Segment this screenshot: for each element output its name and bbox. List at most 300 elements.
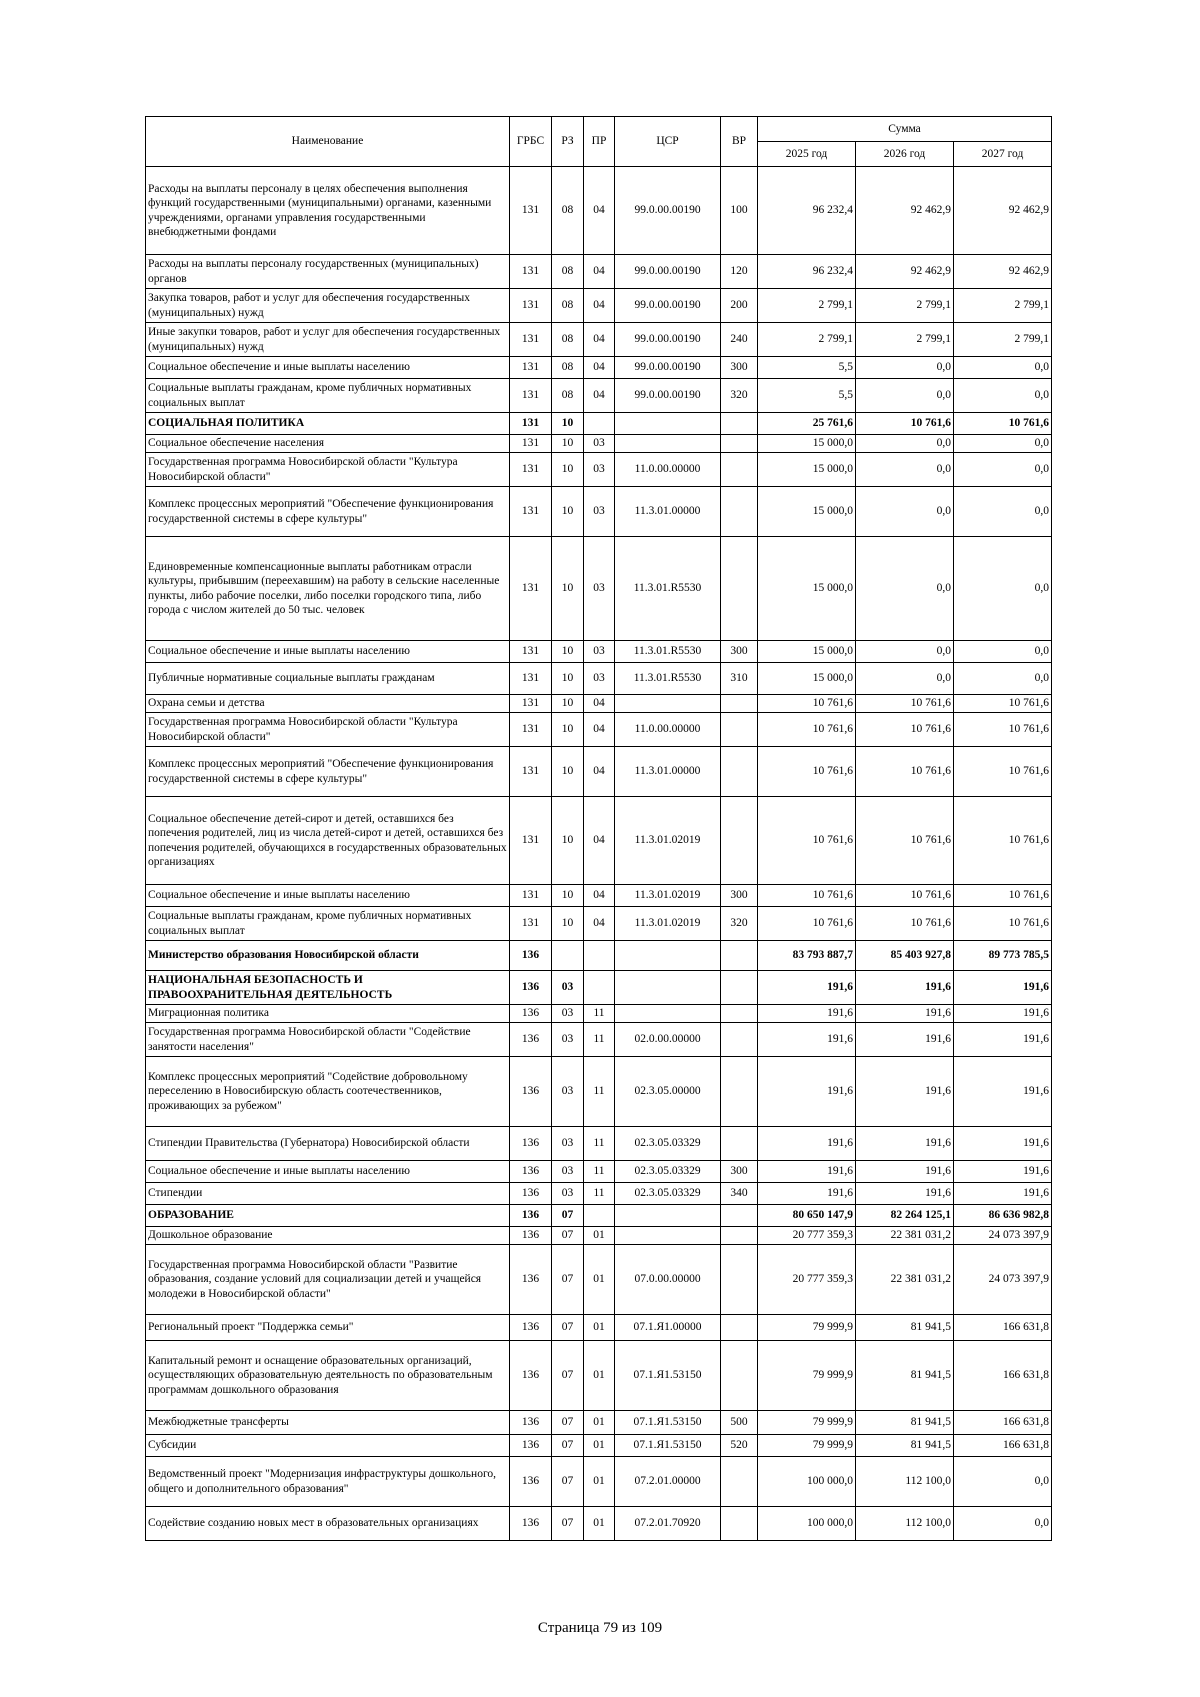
cell-sum-2025: 100 000,0 xyxy=(758,1457,856,1507)
cell-vr: 320 xyxy=(721,379,758,413)
cell-grbs: 136 xyxy=(510,1411,552,1435)
cell-sum-2027: 89 773 785,5 xyxy=(954,941,1052,971)
table-row xyxy=(146,1457,1052,1507)
cell-grbs: 131 xyxy=(510,797,552,885)
cell-sum-2027: 0,0 xyxy=(954,1457,1052,1507)
cell-grbs: 131 xyxy=(510,255,552,289)
cell-name: Иные закупки товаров, работ и услуг для обеспечения государственных (муниципальных) нужд xyxy=(146,323,510,357)
cell-name: Межбюджетные трансферты xyxy=(146,1411,510,1435)
cell-sum-2027: 0,0 xyxy=(954,537,1052,641)
cell-sum-2025: 79 999,9 xyxy=(758,1315,856,1341)
cell-sum-2025: 15 000,0 xyxy=(758,641,856,663)
cell-sum-2025: 15 000,0 xyxy=(758,663,856,695)
cell-pr: 04 xyxy=(584,747,615,797)
cell-vr: 300 xyxy=(721,1161,758,1183)
cell-name: Стипендии xyxy=(146,1183,510,1205)
cell-grbs: 131 xyxy=(510,885,552,907)
cell-sum-2027: 10 761,6 xyxy=(954,907,1052,941)
cell-vr xyxy=(721,1005,758,1023)
cell-rz: 10 xyxy=(552,797,584,885)
cell-csr: 11.3.01.R5530 xyxy=(615,641,721,663)
cell-sum-2025: 191,6 xyxy=(758,1023,856,1057)
header-year-2026: 2026 год xyxy=(856,142,954,167)
cell-vr: 520 xyxy=(721,1435,758,1457)
cell-sum-2027: 10 761,6 xyxy=(954,747,1052,797)
cell-csr: 07.2.01.00000 xyxy=(615,1457,721,1507)
cell-vr xyxy=(721,695,758,713)
cell-sum-2027: 0,0 xyxy=(954,641,1052,663)
cell-csr: 99.0.00.00190 xyxy=(615,379,721,413)
cell-vr xyxy=(721,453,758,487)
cell-rz: 10 xyxy=(552,747,584,797)
table-row xyxy=(146,1507,1052,1541)
cell-grbs: 131 xyxy=(510,413,552,435)
cell-name: Охрана семьи и детства xyxy=(146,695,510,713)
table-row xyxy=(146,885,1052,907)
cell-rz: 03 xyxy=(552,1057,584,1127)
cell-name: Социальное обеспечение детей-сирот и детей, оставшихся без попечения родителей, лиц из числа детей-сирот и детей, оставшихся без попечения родителей, обучающихся в государственных образовательных организациях xyxy=(146,797,510,885)
cell-sum-2026: 92 462,9 xyxy=(856,255,954,289)
cell-sum-2026: 10 761,6 xyxy=(856,695,954,713)
cell-sum-2025: 20 777 359,3 xyxy=(758,1245,856,1315)
cell-csr xyxy=(615,435,721,453)
cell-name: Расходы на выплаты персоналу в целях обеспечения выполнения функций государственными (муниципальными) органами, казенными учреждениями, органами управления государственными внебюджетными фондами xyxy=(146,167,510,255)
cell-vr: 300 xyxy=(721,885,758,907)
cell-vr xyxy=(721,1315,758,1341)
cell-csr xyxy=(615,941,721,971)
cell-csr xyxy=(615,971,721,1005)
cell-sum-2027: 191,6 xyxy=(954,1005,1052,1023)
cell-sum-2026: 10 761,6 xyxy=(856,907,954,941)
cell-grbs: 131 xyxy=(510,713,552,747)
table-body xyxy=(146,167,1052,1541)
cell-csr: 99.0.00.00190 xyxy=(615,255,721,289)
cell-name: Закупка товаров, работ и услуг для обеспечения государственных (муниципальных) нужд xyxy=(146,289,510,323)
cell-csr: 02.3.05.00000 xyxy=(615,1057,721,1127)
table-row xyxy=(146,379,1052,413)
cell-sum-2025: 191,6 xyxy=(758,1127,856,1161)
table-row xyxy=(146,453,1052,487)
cell-rz: 07 xyxy=(552,1315,584,1341)
cell-pr xyxy=(584,971,615,1005)
cell-vr: 320 xyxy=(721,907,758,941)
cell-sum-2025: 10 761,6 xyxy=(758,695,856,713)
cell-pr: 04 xyxy=(584,289,615,323)
cell-sum-2027: 191,6 xyxy=(954,971,1052,1005)
cell-sum-2026: 0,0 xyxy=(856,663,954,695)
cell-vr xyxy=(721,941,758,971)
cell-vr xyxy=(721,487,758,537)
cell-sum-2025: 10 761,6 xyxy=(758,797,856,885)
cell-csr: 99.0.00.00190 xyxy=(615,357,721,379)
cell-sum-2025: 191,6 xyxy=(758,1161,856,1183)
cell-name: Региональный проект "Поддержка семьи" xyxy=(146,1315,510,1341)
cell-sum-2025: 15 000,0 xyxy=(758,453,856,487)
cell-pr: 01 xyxy=(584,1507,615,1541)
cell-csr xyxy=(615,1205,721,1227)
page-number: Страница 79 из 109 xyxy=(537,1620,663,1636)
cell-csr xyxy=(615,1005,721,1023)
cell-pr: 04 xyxy=(584,255,615,289)
cell-name: Социальное обеспечение и иные выплаты населению xyxy=(146,357,510,379)
cell-rz: 10 xyxy=(552,885,584,907)
header-vr: ВР xyxy=(721,117,758,167)
cell-vr xyxy=(721,971,758,1005)
table-row xyxy=(146,641,1052,663)
table-row xyxy=(146,255,1052,289)
cell-grbs: 136 xyxy=(510,1315,552,1341)
cell-rz: 08 xyxy=(552,357,584,379)
cell-csr: 11.3.01.R5530 xyxy=(615,663,721,695)
cell-pr: 11 xyxy=(584,1057,615,1127)
cell-csr: 11.3.01.02019 xyxy=(615,885,721,907)
cell-sum-2026: 191,6 xyxy=(856,1161,954,1183)
cell-grbs: 131 xyxy=(510,537,552,641)
cell-rz: 08 xyxy=(552,323,584,357)
cell-sum-2027: 24 073 397,9 xyxy=(954,1227,1052,1245)
cell-sum-2026: 191,6 xyxy=(856,1057,954,1127)
cell-rz: 03 xyxy=(552,1161,584,1183)
cell-csr: 07.1.Я1.53150 xyxy=(615,1435,721,1457)
cell-sum-2025: 191,6 xyxy=(758,1005,856,1023)
cell-rz: 07 xyxy=(552,1227,584,1245)
cell-csr: 11.3.01.00000 xyxy=(615,487,721,537)
cell-pr: 01 xyxy=(584,1411,615,1435)
cell-rz: 08 xyxy=(552,255,584,289)
cell-vr: 500 xyxy=(721,1411,758,1435)
cell-csr: 11.3.01.00000 xyxy=(615,747,721,797)
cell-rz: 07 xyxy=(552,1341,584,1411)
cell-sum-2027: 10 761,6 xyxy=(954,695,1052,713)
cell-sum-2025: 79 999,9 xyxy=(758,1411,856,1435)
cell-sum-2026: 0,0 xyxy=(856,641,954,663)
cell-sum-2027: 24 073 397,9 xyxy=(954,1245,1052,1315)
cell-vr xyxy=(721,1127,758,1161)
cell-csr: 02.3.05.03329 xyxy=(615,1183,721,1205)
table-row xyxy=(146,1245,1052,1315)
cell-vr xyxy=(721,1227,758,1245)
cell-rz: 03 xyxy=(552,1023,584,1057)
cell-name: Публичные нормативные социальные выплаты гражданам xyxy=(146,663,510,695)
cell-csr: 07.1.Я1.53150 xyxy=(615,1341,721,1411)
cell-pr: 11 xyxy=(584,1005,615,1023)
cell-grbs: 136 xyxy=(510,1341,552,1411)
table-row xyxy=(146,1183,1052,1205)
cell-rz: 08 xyxy=(552,379,584,413)
cell-sum-2025: 80 650 147,9 xyxy=(758,1205,856,1227)
cell-pr: 01 xyxy=(584,1245,615,1315)
cell-grbs: 136 xyxy=(510,1183,552,1205)
cell-grbs: 131 xyxy=(510,907,552,941)
cell-vr: 310 xyxy=(721,663,758,695)
cell-pr: 11 xyxy=(584,1161,615,1183)
cell-sum-2026: 0,0 xyxy=(856,537,954,641)
cell-sum-2025: 10 761,6 xyxy=(758,907,856,941)
cell-rz: 07 xyxy=(552,1507,584,1541)
cell-sum-2027: 10 761,6 xyxy=(954,413,1052,435)
cell-grbs: 136 xyxy=(510,1245,552,1315)
cell-name: Государственная программа Новосибирской области "Развитие образования, создание условий для социализации детей и учащейся молодежи в Новосибирской области" xyxy=(146,1245,510,1315)
cell-rz: 10 xyxy=(552,907,584,941)
cell-name: Государственная программа Новосибирской области "Культура Новосибирской области" xyxy=(146,713,510,747)
cell-vr xyxy=(721,1245,758,1315)
cell-sum-2026: 0,0 xyxy=(856,487,954,537)
cell-pr: 04 xyxy=(584,323,615,357)
cell-vr: 300 xyxy=(721,641,758,663)
cell-pr: 01 xyxy=(584,1227,615,1245)
table-row xyxy=(146,747,1052,797)
table-row xyxy=(146,537,1052,641)
table-row xyxy=(146,941,1052,971)
cell-sum-2025: 2 799,1 xyxy=(758,323,856,357)
cell-grbs: 136 xyxy=(510,1057,552,1127)
cell-name: Субсидии xyxy=(146,1435,510,1457)
cell-vr xyxy=(721,413,758,435)
table-row xyxy=(146,167,1052,255)
cell-grbs: 131 xyxy=(510,435,552,453)
cell-sum-2025: 15 000,0 xyxy=(758,435,856,453)
table-row xyxy=(146,907,1052,941)
cell-sum-2026: 0,0 xyxy=(856,453,954,487)
cell-sum-2027: 191,6 xyxy=(954,1183,1052,1205)
cell-sum-2026: 191,6 xyxy=(856,971,954,1005)
cell-pr: 01 xyxy=(584,1457,615,1507)
cell-sum-2026: 10 761,6 xyxy=(856,797,954,885)
cell-csr: 02.3.05.03329 xyxy=(615,1127,721,1161)
cell-sum-2027: 10 761,6 xyxy=(954,713,1052,747)
cell-grbs: 131 xyxy=(510,487,552,537)
cell-csr: 11.3.01.02019 xyxy=(615,797,721,885)
cell-rz: 10 xyxy=(552,663,584,695)
table-row xyxy=(146,357,1052,379)
cell-sum-2026: 112 100,0 xyxy=(856,1507,954,1541)
cell-sum-2026: 92 462,9 xyxy=(856,167,954,255)
table-row xyxy=(146,1005,1052,1023)
cell-pr: 04 xyxy=(584,797,615,885)
cell-rz: 08 xyxy=(552,289,584,323)
cell-sum-2026: 81 941,5 xyxy=(856,1435,954,1457)
cell-sum-2026: 10 761,6 xyxy=(856,413,954,435)
cell-rz: 10 xyxy=(552,487,584,537)
cell-rz: 10 xyxy=(552,413,584,435)
cell-rz: 07 xyxy=(552,1457,584,1507)
cell-sum-2025: 25 761,6 xyxy=(758,413,856,435)
cell-csr: 99.0.00.00190 xyxy=(615,289,721,323)
cell-csr xyxy=(615,413,721,435)
cell-grbs: 136 xyxy=(510,941,552,971)
cell-pr: 04 xyxy=(584,379,615,413)
cell-vr xyxy=(721,1205,758,1227)
cell-csr xyxy=(615,1227,721,1245)
cell-sum-2027: 10 761,6 xyxy=(954,885,1052,907)
cell-sum-2025: 5,5 xyxy=(758,357,856,379)
header-name: Наименование xyxy=(146,117,510,167)
cell-vr: 340 xyxy=(721,1183,758,1205)
cell-grbs: 136 xyxy=(510,1161,552,1183)
cell-csr: 11.3.01.R5530 xyxy=(615,537,721,641)
cell-sum-2025: 5,5 xyxy=(758,379,856,413)
cell-pr xyxy=(584,413,615,435)
cell-vr xyxy=(721,435,758,453)
cell-name: Единовременные компенсационные выплаты работникам отрасли культуры, прибывшим (переехавшим) на работу в сельские населенные пункты, либо рабочие поселки, либо поселки городского типа, либо города с числом жителей до 50 тыс. человек xyxy=(146,537,510,641)
cell-sum-2025: 10 761,6 xyxy=(758,885,856,907)
cell-rz: 03 xyxy=(552,1005,584,1023)
cell-name: Содействие созданию новых мест в образовательных организациях xyxy=(146,1507,510,1541)
cell-pr: 01 xyxy=(584,1315,615,1341)
cell-sum-2025: 10 761,6 xyxy=(758,747,856,797)
cell-sum-2026: 10 761,6 xyxy=(856,885,954,907)
cell-name: Миграционная политика xyxy=(146,1005,510,1023)
cell-name: Комплекс процессных мероприятий "Содействие добровольному переселению в Новосибирскую область соотечественников, проживающих за рубежом" xyxy=(146,1057,510,1127)
cell-vr: 200 xyxy=(721,289,758,323)
cell-sum-2025: 15 000,0 xyxy=(758,537,856,641)
cell-sum-2026: 0,0 xyxy=(856,379,954,413)
cell-grbs: 136 xyxy=(510,1023,552,1057)
cell-csr: 07.0.00.00000 xyxy=(615,1245,721,1315)
cell-grbs: 131 xyxy=(510,641,552,663)
table-row xyxy=(146,413,1052,435)
cell-grbs: 131 xyxy=(510,695,552,713)
cell-pr: 01 xyxy=(584,1341,615,1411)
cell-sum-2026: 0,0 xyxy=(856,435,954,453)
table-row xyxy=(146,1227,1052,1245)
table-row xyxy=(146,1161,1052,1183)
table-row xyxy=(146,695,1052,713)
cell-sum-2027: 0,0 xyxy=(954,435,1052,453)
cell-vr xyxy=(721,537,758,641)
cell-csr: 07.1.Я1.53150 xyxy=(615,1411,721,1435)
cell-vr xyxy=(721,1023,758,1057)
cell-rz: 10 xyxy=(552,641,584,663)
cell-sum-2027: 92 462,9 xyxy=(954,255,1052,289)
cell-name: Стипендии Правительства (Губернатора) Новосибирской области xyxy=(146,1127,510,1161)
cell-vr: 300 xyxy=(721,357,758,379)
cell-vr xyxy=(721,1057,758,1127)
cell-pr: 04 xyxy=(584,713,615,747)
cell-sum-2026: 2 799,1 xyxy=(856,323,954,357)
cell-sum-2027: 2 799,1 xyxy=(954,289,1052,323)
cell-name: Комплекс процессных мероприятий "Обеспечение функционирования государственной системы в сфере культуры" xyxy=(146,747,510,797)
header-year-2027: 2027 год xyxy=(954,142,1052,167)
cell-rz: 08 xyxy=(552,167,584,255)
cell-rz: 03 xyxy=(552,971,584,1005)
cell-csr: 07.1.Я1.00000 xyxy=(615,1315,721,1341)
cell-vr xyxy=(721,1507,758,1541)
table-row xyxy=(146,289,1052,323)
cell-name: Социальные выплаты гражданам, кроме публичных нормативных социальных выплат xyxy=(146,907,510,941)
table-row xyxy=(146,1023,1052,1057)
cell-name: Капитальный ремонт и оснащение образовательных организаций, осуществляющих образовательную деятельность по образовательным программам дошкольного образования xyxy=(146,1341,510,1411)
table-row xyxy=(146,1435,1052,1457)
header-rz: РЗ xyxy=(552,117,584,167)
cell-sum-2025: 15 000,0 xyxy=(758,487,856,537)
cell-rz: 10 xyxy=(552,453,584,487)
cell-pr: 04 xyxy=(584,357,615,379)
cell-csr: 02.0.00.00000 xyxy=(615,1023,721,1057)
cell-sum-2025: 191,6 xyxy=(758,1057,856,1127)
table-row xyxy=(146,663,1052,695)
cell-pr: 03 xyxy=(584,453,615,487)
cell-name: ОБРАЗОВАНИЕ xyxy=(146,1205,510,1227)
cell-rz: 03 xyxy=(552,1183,584,1205)
cell-grbs: 136 xyxy=(510,1435,552,1457)
cell-sum-2026: 22 381 031,2 xyxy=(856,1245,954,1315)
table-row xyxy=(146,797,1052,885)
header-csr: ЦСР xyxy=(615,117,721,167)
cell-pr: 11 xyxy=(584,1183,615,1205)
budget-table xyxy=(145,116,1052,1541)
cell-sum-2025: 100 000,0 xyxy=(758,1507,856,1541)
cell-name: Дошкольное образование xyxy=(146,1227,510,1245)
cell-rz: 07 xyxy=(552,1205,584,1227)
cell-sum-2026: 81 941,5 xyxy=(856,1411,954,1435)
cell-sum-2026: 0,0 xyxy=(856,357,954,379)
cell-sum-2026: 85 403 927,8 xyxy=(856,941,954,971)
cell-sum-2026: 81 941,5 xyxy=(856,1341,954,1411)
cell-name: НАЦИОНАЛЬНАЯ БЕЗОПАСНОСТЬ И ПРАВООХРАНИТЕЛЬНАЯ ДЕЯТЕЛЬНОСТЬ xyxy=(146,971,510,1005)
cell-sum-2027: 191,6 xyxy=(954,1023,1052,1057)
table-row xyxy=(146,1127,1052,1161)
cell-sum-2026: 191,6 xyxy=(856,1023,954,1057)
cell-sum-2025: 79 999,9 xyxy=(758,1341,856,1411)
cell-name: Социальное обеспечение населения xyxy=(146,435,510,453)
cell-sum-2027: 166 631,8 xyxy=(954,1435,1052,1457)
table-row xyxy=(146,435,1052,453)
cell-sum-2026: 2 799,1 xyxy=(856,289,954,323)
cell-sum-2027: 166 631,8 xyxy=(954,1315,1052,1341)
table-row xyxy=(146,1057,1052,1127)
cell-rz: 07 xyxy=(552,1245,584,1315)
cell-vr xyxy=(721,747,758,797)
cell-pr xyxy=(584,941,615,971)
cell-name: Социальное обеспечение и иные выплаты населению xyxy=(146,885,510,907)
cell-rz xyxy=(552,941,584,971)
cell-grbs: 136 xyxy=(510,971,552,1005)
cell-csr: 07.2.01.70920 xyxy=(615,1507,721,1541)
cell-sum-2025: 191,6 xyxy=(758,971,856,1005)
cell-vr xyxy=(721,1457,758,1507)
cell-csr xyxy=(615,695,721,713)
cell-name: Государственная программа Новосибирской области "Культура Новосибирской области" xyxy=(146,453,510,487)
cell-csr: 99.0.00.00190 xyxy=(615,167,721,255)
table-row xyxy=(146,1341,1052,1411)
cell-grbs: 131 xyxy=(510,289,552,323)
cell-pr: 03 xyxy=(584,487,615,537)
cell-sum-2026: 10 761,6 xyxy=(856,713,954,747)
cell-sum-2027: 191,6 xyxy=(954,1127,1052,1161)
cell-name: Государственная программа Новосибирской области "Содействие занятости населения" xyxy=(146,1023,510,1057)
cell-name: Социальное обеспечение и иные выплаты населению xyxy=(146,1161,510,1183)
cell-rz: 10 xyxy=(552,695,584,713)
table-row xyxy=(146,487,1052,537)
cell-rz: 10 xyxy=(552,435,584,453)
cell-grbs: 136 xyxy=(510,1227,552,1245)
cell-vr: 240 xyxy=(721,323,758,357)
cell-sum-2027: 2 799,1 xyxy=(954,323,1052,357)
table-row xyxy=(146,1411,1052,1435)
cell-sum-2026: 81 941,5 xyxy=(856,1315,954,1341)
cell-name: Социальные выплаты гражданам, кроме публичных нормативных социальных выплат xyxy=(146,379,510,413)
cell-vr xyxy=(721,713,758,747)
cell-rz: 10 xyxy=(552,713,584,747)
cell-name: Расходы на выплаты персоналу государственных (муниципальных) органов xyxy=(146,255,510,289)
cell-sum-2026: 191,6 xyxy=(856,1127,954,1161)
table-row xyxy=(146,971,1052,1005)
cell-name: Ведомственный проект "Модернизация инфраструктуры дошкольного, общего и дополнительного образования" xyxy=(146,1457,510,1507)
cell-sum-2027: 191,6 xyxy=(954,1057,1052,1127)
cell-sum-2027: 92 462,9 xyxy=(954,167,1052,255)
cell-csr: 11.3.01.02019 xyxy=(615,907,721,941)
